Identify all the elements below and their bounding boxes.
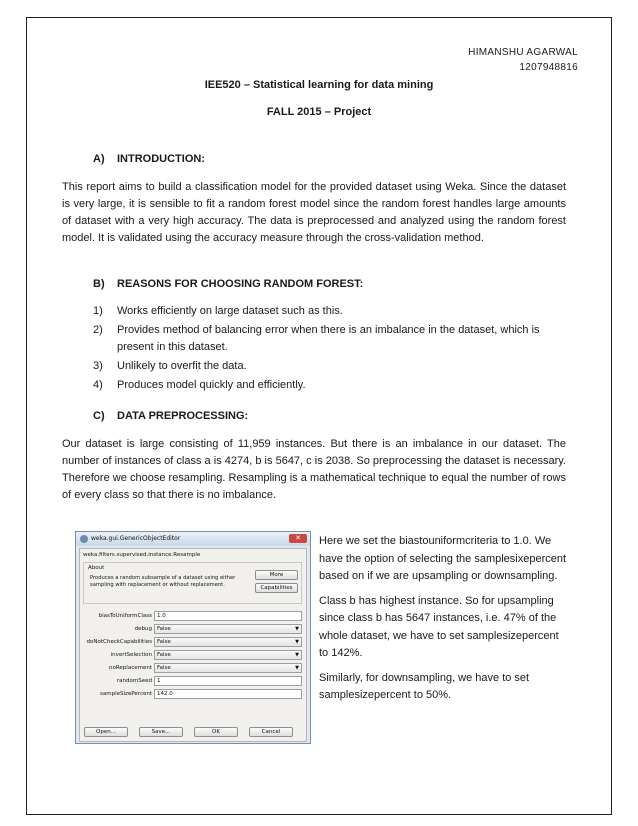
param-label: noReplacement	[109, 665, 152, 671]
list-item	[93, 358, 563, 375]
section-b-label: B)	[93, 278, 105, 290]
cancel-button[interactable]: Cancel	[249, 727, 293, 737]
list-item	[93, 377, 563, 394]
explanation-paragraph: Similarly, for downsampling, we have to set samplesizepercent to 50%.	[319, 671, 530, 701]
close-icon[interactable]: ✕	[289, 534, 307, 543]
param-label: biasToUniformClass	[98, 613, 152, 619]
chevron-down-icon: ▼	[295, 639, 299, 645]
chevron-down-icon: ▼	[295, 665, 299, 671]
open-button[interactable]: Open...	[84, 727, 128, 737]
select-value: False	[157, 665, 171, 671]
debug-select[interactable]	[154, 624, 302, 634]
param-label: debug	[134, 626, 152, 632]
section-a-title: INTRODUCTION:	[117, 153, 205, 165]
resample-explanation	[319, 533, 569, 712]
weka-app-icon	[80, 535, 88, 543]
section-a-heading	[93, 153, 205, 165]
list-item	[93, 303, 563, 320]
reasons-list	[93, 303, 563, 396]
ok-button[interactable]: OK	[194, 727, 238, 737]
document-subtitle: FALL 2015 – Project	[266, 106, 372, 118]
explanation-paragraph: Class b has highest instance. So for upsampling since class b has 5647 instances, i.e. 47% of the whole dataset, we have to set samplesizepercent to 142%.	[319, 594, 559, 659]
weka-class-name: weka.filters.supervised.instance.Resample	[83, 552, 201, 558]
section-c-text: Our dataset is large consisting of 11,959 instances. But there is an imbalance in our dataset. The number of instances of class a is 4274, b is 5647, c is 2038. So preprocessing the dataset is necessary. Therefore we choose resampling. Resampling is a mathematical technique to equal the number of rows of every class so that there is no imbalance.	[62, 438, 566, 501]
chevron-down-icon: ▼	[295, 626, 299, 632]
document-title: IEE520 – Statistical learning for data mining	[204, 79, 434, 91]
do-not-check-capabilities-select[interactable]	[154, 637, 302, 647]
param-label: doNotCheckCapabilities	[86, 639, 152, 645]
section-b-title: REASONS FOR CHOOSING RANDOM FOREST:	[117, 278, 364, 290]
weka-titlebar	[76, 532, 310, 546]
list-item-text: Produces model quickly and efficiently.	[117, 379, 306, 391]
list-item-number: 4)	[93, 379, 103, 391]
list-item-text: Provides method of balancing error when there is an imbalance in the dataset, which is present in this dataset.	[117, 324, 540, 353]
more-button[interactable]: More	[255, 570, 298, 580]
param-row-bias	[80, 611, 304, 622]
author-id: 1207948816	[519, 62, 578, 73]
chevron-down-icon: ▼	[295, 652, 299, 658]
weka-about-text: Produces a random subsample of a dataset using either sampling with replacement or without replacement.	[90, 575, 236, 588]
weka-panel	[79, 548, 307, 742]
save-button[interactable]: Save...	[139, 727, 183, 737]
author-block	[468, 45, 578, 75]
bias-to-uniform-input[interactable]: 1.0	[154, 611, 302, 621]
weka-about-box	[83, 562, 302, 604]
param-row-seed	[80, 676, 304, 687]
param-row-samplesize	[80, 689, 304, 700]
param-label: invertSelection	[110, 652, 152, 658]
param-row-capabilities	[80, 637, 304, 648]
list-item-number: 3)	[93, 360, 103, 372]
param-label: sampleSizePercent	[100, 691, 152, 697]
list-item-number: 2)	[93, 324, 103, 336]
author-name: HIMANSHU AGARWAL	[468, 47, 578, 58]
select-value: False	[157, 626, 171, 632]
section-a-label: A)	[93, 153, 105, 165]
section-c-heading	[93, 410, 248, 422]
list-item-text: Works efficiently on large dataset such as this.	[117, 305, 343, 317]
sample-size-percent-input[interactable]: 142.0	[154, 689, 302, 699]
weka-window-title: weka.gui.GenericObjectEditor	[91, 535, 181, 542]
list-item-number: 1)	[93, 305, 103, 317]
invert-selection-select[interactable]	[154, 650, 302, 660]
param-row-invert	[80, 650, 304, 661]
list-item	[93, 322, 563, 356]
random-seed-input[interactable]: 1	[154, 676, 302, 686]
param-label: randomSeed	[116, 678, 152, 684]
weka-editor-screenshot	[75, 531, 311, 744]
param-row-debug	[80, 624, 304, 635]
explanation-paragraph: Here we set the biastouniformcriteria to 1.0. We have the option of selecting the samplesixepercent based on if we are upsampling or downsampling.	[319, 535, 567, 582]
weka-about-label: About	[88, 565, 105, 571]
no-replacement-select[interactable]	[154, 663, 302, 673]
capabilities-button[interactable]: Capabilities	[255, 583, 298, 593]
select-value: False	[157, 652, 171, 658]
section-c-title: DATA PREPROCESSING:	[117, 410, 249, 422]
list-item-text: Unlikely to overfit the data.	[117, 360, 247, 372]
select-value: False	[157, 639, 171, 645]
section-b-heading	[93, 278, 363, 290]
section-c-label: C)	[93, 410, 105, 422]
section-a-text: This report aims to build a classification model for the provided dataset using Weka. Since the dataset is very large, it is sensible to fit a random forest model since the random forest handles large amounts of dataset with a very high accuracy. The data is preprocessed and analyzed using the random forest model. It is validated using the accuracy measure through the cross-validation method.	[62, 181, 566, 244]
param-row-noreplacement	[80, 663, 304, 674]
